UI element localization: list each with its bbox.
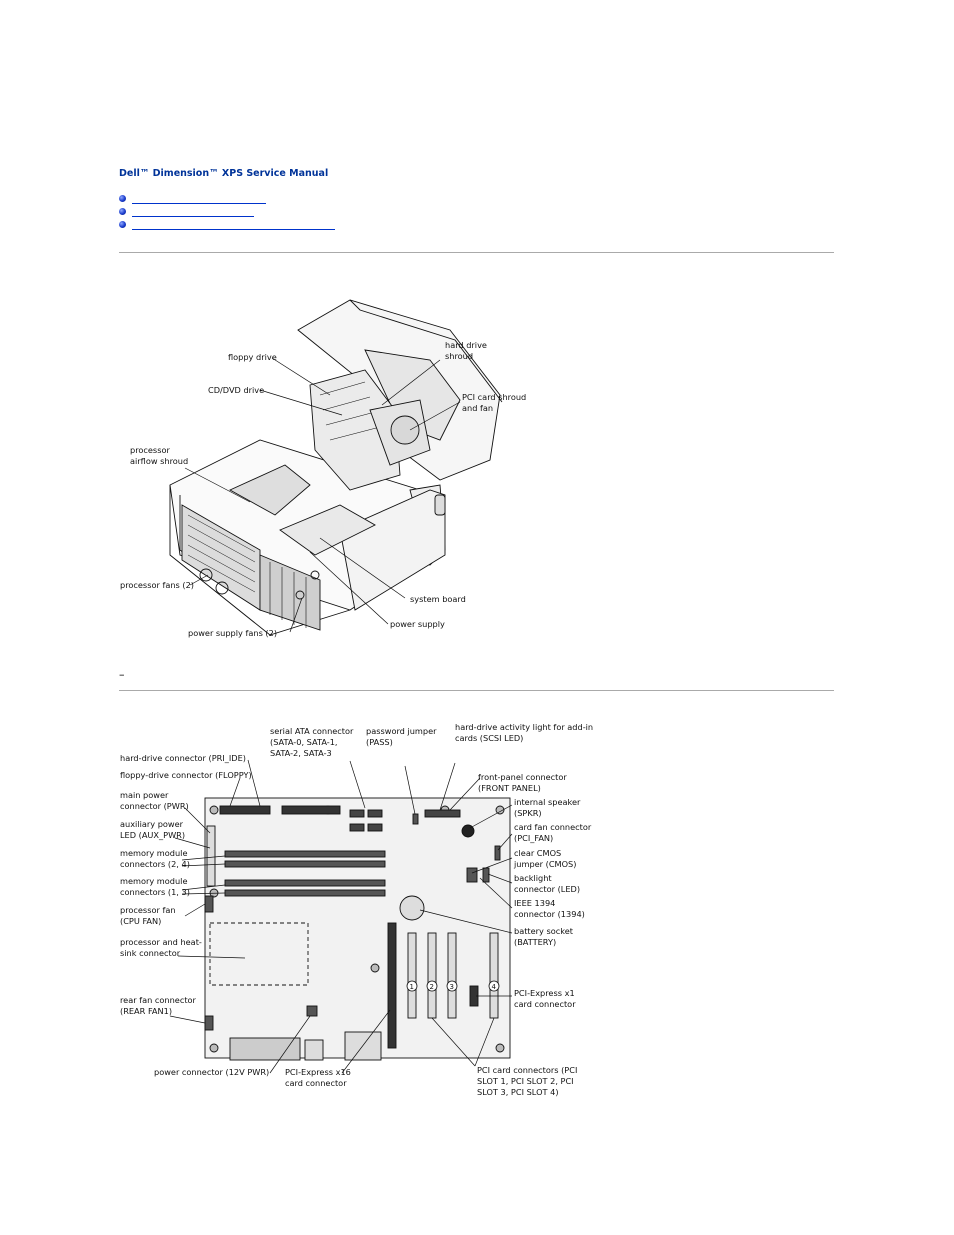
- toc-item: [119, 218, 335, 231]
- label-led: backlight: [514, 873, 552, 883]
- label-power-supply: power supply: [390, 619, 445, 629]
- label-password-jumper-2: (PASS): [366, 737, 393, 747]
- label-aux-power: auxiliary power: [120, 819, 184, 829]
- label-floppy-drive: floppy drive: [228, 352, 277, 362]
- label-rear-fan: rear fan connector: [120, 995, 196, 1005]
- label-memory-24-2: connectors (2, 4): [120, 859, 190, 869]
- label-pri-ide: hard-drive connector (PRI_IDE): [120, 753, 246, 763]
- label-main-power-2: connector (PWR): [120, 801, 189, 811]
- divider: [119, 252, 834, 253]
- label-pci-connectors: PCI card connectors (PCI: [477, 1065, 578, 1075]
- label-main-power: main power: [120, 790, 169, 800]
- label-rear-fan-2: (REAR FAN1): [120, 1006, 173, 1016]
- label-pci-card-shroud: PCI card shroud: [462, 392, 527, 402]
- label-pci-card-shroud-2: and fan: [462, 403, 494, 413]
- label-cmos-2: jumper (CMOS): [514, 859, 577, 869]
- toc-link-1[interactable]: [132, 202, 266, 204]
- label-battery-2: (BATTERY): [514, 937, 557, 947]
- label-pcie-x16: PCI-Express x16: [285, 1067, 351, 1077]
- label-ieee1394-2: connector (1394): [514, 909, 585, 919]
- label-12v-power: power connector (12V PWR): [154, 1067, 270, 1077]
- computer-inside-view-figure: [110, 290, 540, 660]
- label-system-board: system board: [410, 594, 466, 604]
- bullet-icon: [119, 195, 126, 202]
- label-memory-24: memory module: [120, 848, 188, 858]
- label-hard-drive-shroud-2: shroud: [445, 351, 474, 361]
- toc-link-2[interactable]: [132, 215, 254, 217]
- system-board-figure: [110, 718, 600, 1113]
- label-hard-drive-shroud: hard drive: [445, 340, 487, 350]
- label-cpu-fan: processor fan: [120, 905, 176, 915]
- label-pcie-x1-2: card connector: [514, 999, 576, 1009]
- label-sata-3: SATA-2, SATA-3: [270, 748, 332, 758]
- label-heatsink-2: sink connector: [120, 948, 181, 958]
- label-pcie-x1: PCI-Express x1: [514, 988, 575, 998]
- bullet-icon: [119, 208, 126, 215]
- label-pci-connectors-2: SLOT 1, PCI SLOT 2, PCI: [477, 1076, 574, 1086]
- label-scsi-led: hard-drive activity light for add-in: [455, 722, 594, 732]
- divider: [119, 690, 834, 691]
- label-floppy: floppy-drive connector (FLOPPY): [120, 770, 252, 780]
- label-battery: battery socket: [514, 926, 573, 936]
- label-pcie-x16-2: card connector: [285, 1078, 347, 1088]
- label-led-2: connector (LED): [514, 884, 581, 894]
- slot-number-2: 2: [429, 983, 434, 991]
- label-processor-fans: processor fans (2): [120, 580, 194, 590]
- label-cd-dvd-drive: CD/DVD drive: [208, 385, 265, 395]
- slot-number-4: 4: [491, 983, 496, 991]
- label-pci-fan: card fan connector: [514, 822, 592, 832]
- toc-item: [119, 205, 335, 218]
- label-pci-connectors-3: SLOT 3, PCI SLOT 4): [477, 1087, 559, 1097]
- toc-list: [119, 192, 335, 231]
- label-scsi-led-2: cards (SCSI LED): [455, 733, 524, 743]
- label-power-supply-fans: power supply fans (2): [188, 628, 278, 638]
- label-processor-airflow-shroud: processor: [130, 445, 170, 455]
- label-memory-13-2: connectors (1, 3): [120, 887, 190, 897]
- label-memory-13: memory module: [120, 876, 188, 886]
- label-processor-airflow-shroud-2: airflow shroud: [130, 456, 189, 466]
- label-pci-fan-2: (PCI_FAN): [514, 833, 554, 843]
- bullet-icon: [119, 221, 126, 228]
- label-password-jumper: password jumper: [366, 726, 437, 736]
- slot-number-1: 1: [409, 983, 414, 991]
- label-aux-power-2: LED (AUX_PWR): [120, 830, 186, 840]
- label-sata: serial ATA connector: [270, 726, 354, 736]
- page-title: Dell™ Dimension™ XPS Service Manual: [119, 168, 329, 179]
- label-front-panel: front-panel connector: [478, 772, 567, 782]
- label-cmos: clear CMOS: [514, 848, 562, 858]
- label-speaker-2: (SPKR): [514, 808, 542, 818]
- label-ieee1394: IEEE 1394: [514, 898, 556, 908]
- label-heatsink: processor and heat-: [120, 937, 202, 947]
- slot-number-3: 3: [449, 983, 454, 991]
- label-speaker: internal speaker: [514, 797, 581, 807]
- label-front-panel-2: (FRONT PANEL): [478, 783, 541, 793]
- label-sata-2: (SATA-0, SATA-1,: [270, 737, 338, 747]
- toc-link-3[interactable]: [132, 228, 335, 230]
- separator-dash: –: [119, 668, 125, 681]
- system-board-drawing: [205, 798, 510, 1060]
- label-cpu-fan-2: (CPU FAN): [120, 916, 162, 926]
- toc-item: [119, 192, 335, 205]
